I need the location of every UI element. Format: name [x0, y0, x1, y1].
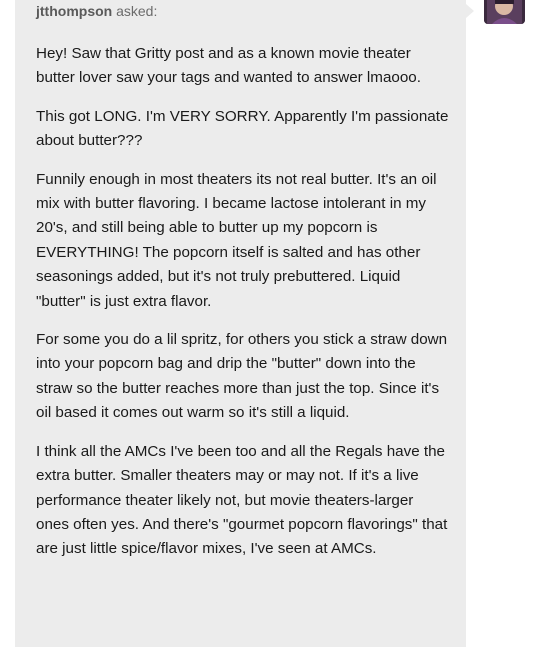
ask-body — [36, 42, 450, 576]
ask-paragraph-1: Hey! Saw that Gritty post and as a known movie theater butter lover saw your tags and wanted to answer lmaooo. — [36, 45, 421, 87]
ask-paragraph-3: Funnily enough in most theaters its not real butter. It's an oil mix with butter flavoring. I became lactose intolerant in my 20's, and still being able to butter up my popcorn is EVERYTHING! The popcorn itself is salted and has other seasonings added, but it's not truly prebuttered. Liquid "butter" is just extra flavor. — [36, 170, 437, 310]
ask-paragraph-5: I think all the AMCs I've been too and all the Regals have the extra butter. Smaller theaters may or may not. If it's a live performance theater likely not, but movie theaters-larger ones often yes. And there's "gourmet popcorn flavorings" that are just little spice/flavor mixes, I've seen at AMCs. — [36, 442, 448, 558]
ask-paragraph-4: For some you do a lil spritz, for others you stick a straw down into your popcorn bag and drip the "butter" down into the straw so the butter reaches more than just the top. Since it's oil based it comes out warm so it's still a liquid. — [36, 331, 448, 422]
ask-paragraph-2: This got LONG. I'm VERY SORRY. Apparently I'm passionate about butter??? — [36, 107, 449, 150]
ask-bubble — [15, 0, 466, 647]
asker-avatar-icon[interactable] — [484, 0, 525, 24]
asked-label: asked: — [116, 3, 158, 19]
bubble-pointer — [466, 4, 474, 18]
asker-line — [36, 1, 157, 21]
asker-name-link[interactable]: jtthompson — [36, 3, 113, 19]
